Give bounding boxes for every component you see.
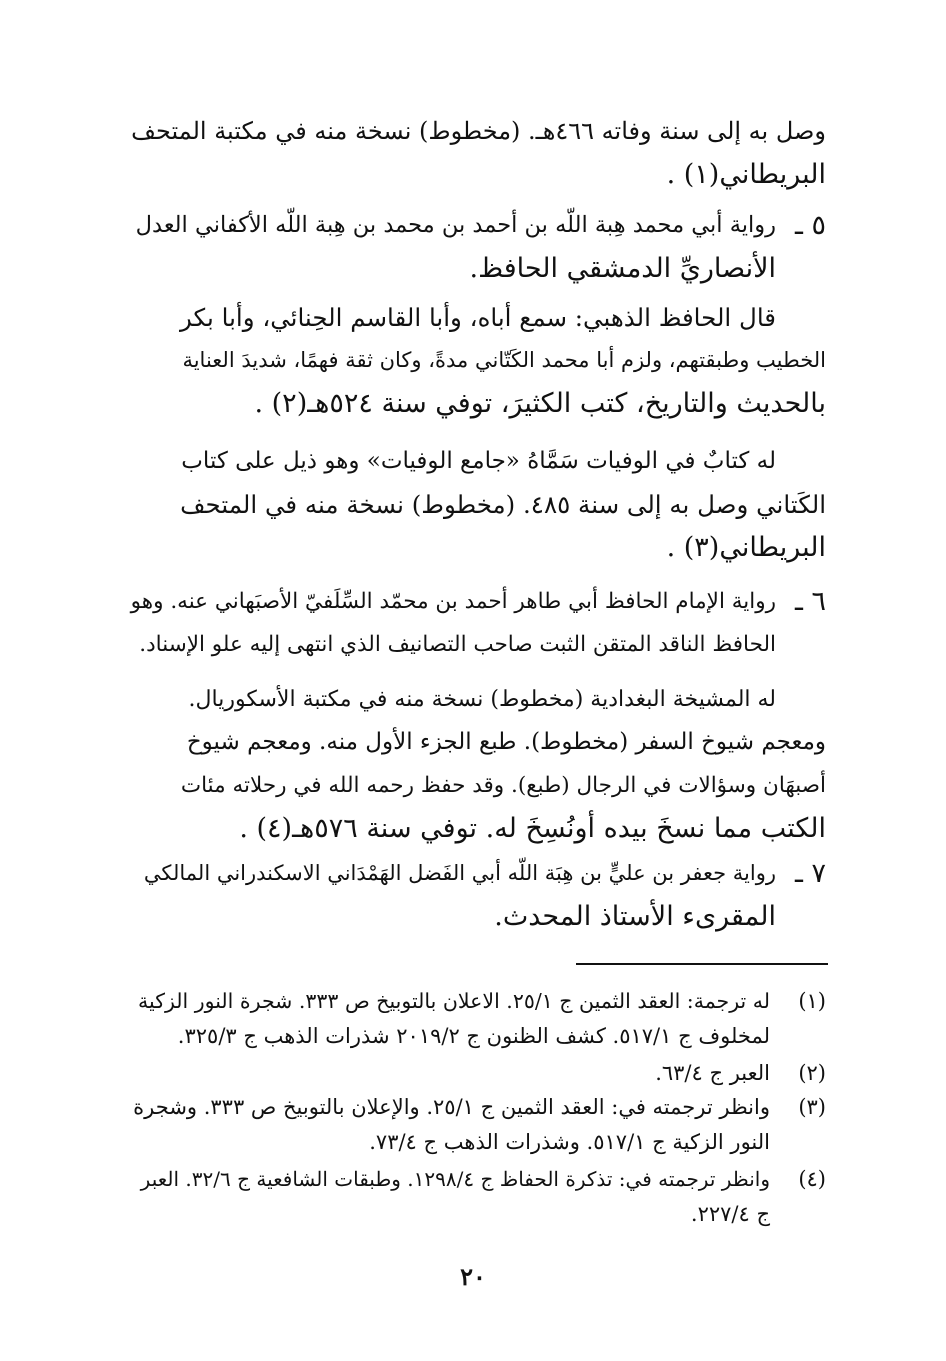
text-line: قال الحافظ الذهبي: سمع أباه، وأبا القاسم الحِنائي، وأبا بكر [179,303,776,332]
footnote-number: (٢) [798,1061,826,1085]
text-line: الكتب مما نسخَ بيده أونُسِخَ له. توفي سنة ٥٧٦هـ(٤) . [239,813,826,844]
footnote-number: (٤) [798,1167,826,1191]
paragraph [180,296,826,425]
text-line: أصبهَان وسؤالات في الرجال (طبع). وقد حفظ رحمه الله في رحلاته مئات [180,773,826,798]
text-line: رواية أبي محمد هِبة اللّه بن أحمد بن محمد بن هِبة اللّه الأكفاني العدل [135,212,776,238]
text-line: رواية جعفر بن عليٍّ بن هِبَة اللّه أبي الفَضل الهَمْدَاني الاسكندراني المالكي [143,861,776,885]
text-line: وصل به إلى سنة وفاته ٤٦٦هـ. (مخطوط) نسخة منه في مكتبة المتحف [131,117,826,145]
text-line: المقرىء الأستاذ المحدث. [494,901,776,932]
text-line: له كتابٌ في الوفيات سَمَّاهُ «جامع الوفيات» وهو ذيل على كتاب [181,448,776,474]
item-number: ٥ ـ [794,210,826,241]
paragraph [180,678,826,850]
text-line: له المشيخة البغدادية (مخطوط) نسخة منه في مكتبة الأسكوريال. [188,687,776,712]
item-number: ٦ ـ [794,586,826,617]
footnote-line: ج ٢٢٧/٤. [690,1202,770,1226]
text-line: الأنصاريِّ الدمشقي الحافظ. [469,253,776,284]
item-number: ٧ ـ [794,858,826,889]
intro-paragraph [130,110,826,196]
text-line: رواية الإمام الحافظ أبي طاهر أحمد بن محمّد السِّلَفيّ الأصبَهاني عنه. وهو [130,589,776,614]
footnote-number: (١) [798,989,826,1013]
footnote-separator [576,963,828,965]
footnote-line: النور الزكية ج ٥١٧/١. وشذرات الذهب ج ٧٣/٤. [369,1130,770,1154]
footnote-number: (٣) [798,1095,826,1119]
footnote-line: العبر ج ٦٣/٤. [655,1061,770,1085]
footnote-line: له ترجمة: العقد الثمين ج ٢٥/١. الاعلان بالتوبيخ ص ٣٣٣. شجرة النور الزكية [138,989,770,1013]
footnote-line: وانظر ترجمته في: العقد الثمين ج ٢٥/١. والإعلان بالتوبيخ ص ٣٣٣. وشجرة [133,1095,770,1119]
text-line: ومعجم شيوخ السفر (مخطوط). طبع الجزء الأول منه. ومعجم شيوخ [186,729,826,755]
footnote-line: لمخلوف ج ٥١٧/١. كشف الظنون ج ٢٠١٩/٢ شذرات الذهب ج ٣٢٥/٣. [177,1024,770,1048]
page-number: ٢٠ [460,1262,486,1291]
text-line: بالحديث والتاريخ، كتب الكثيرَ، توفي سنة ٥٢٤هـ(٢) . [254,388,826,419]
paragraph [180,440,826,569]
text-line: الكَتاني وصل به إلى سنة ٤٨٥. (مخطوط) نسخة منه في المتحف [180,490,826,519]
text-line: البريطاني(٣) . [666,532,826,563]
footnote-line: وانظر ترجمته في: تذكرة الحفاظ ج ١٢٩٨/٤. وطبقات الشافعية ج ٣٢/٦. العبر [140,1167,770,1191]
text-line: الخطيب وطبقتهم، ولزم أبا محمد الكَتّاني مدةً، وكان ثقة فهمًا، شديدَ العناية [182,348,826,372]
text-line: البريطاني(١) . [666,159,826,190]
text-line: الحافظ الناقد المتقن الثبت صاحب التصانيف الذي انتهى إليه علو الإسناد. [139,632,776,657]
